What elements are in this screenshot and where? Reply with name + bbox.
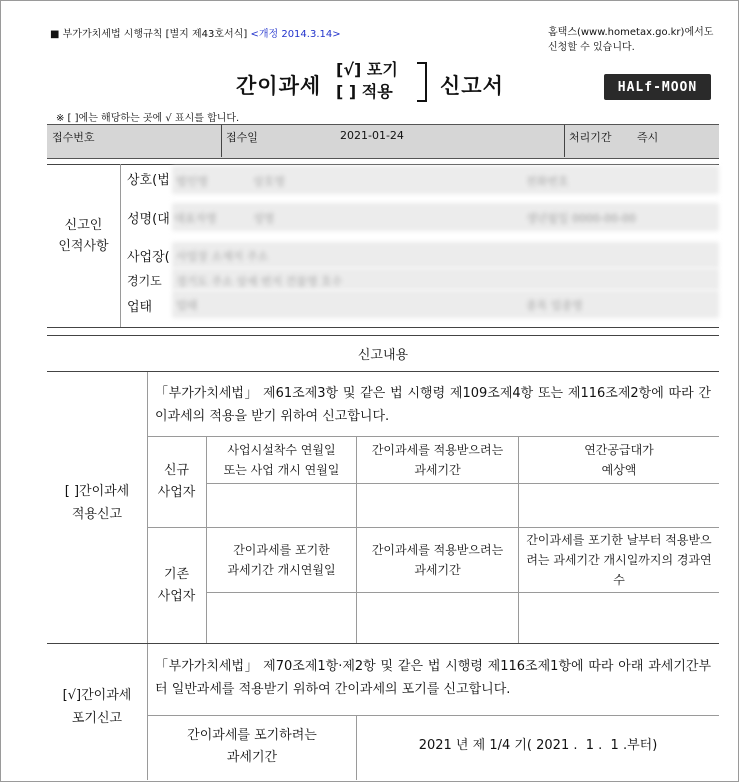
option-apply: [ ] 적용 (336, 82, 393, 101)
reporter-top-rule (47, 164, 719, 165)
existing-business-header-rule (206, 592, 719, 593)
existing-business-label (147, 528, 206, 643)
receipt-date-label: 접수일 (226, 131, 258, 144)
trade-name-label: 상호(법 (127, 173, 170, 188)
receipt-number-label: 접수번호 (52, 131, 95, 144)
redacted-name-a: 대표자명 (174, 212, 217, 225)
receipt-divider-1 (221, 125, 222, 157)
new-col3-line1: 연간공급대가 (584, 443, 654, 457)
business-type-label: 업태 (127, 300, 153, 315)
giveup-period-line1: 간이과세를 포기하려는 (187, 728, 317, 743)
receipt-divider-2 (564, 125, 565, 157)
redacted-type-c: 종목 업종명 (526, 299, 583, 312)
new-col1-line2: 또는 사업 개시 연월일 (223, 463, 340, 477)
hometax-note-line2: 신청할 수 있습니다. (548, 42, 635, 53)
apply-label-line2: 적용신고 (71, 507, 123, 522)
existing-business-col3-header: 간이과세를 포기한 날부터 적용받으려는 과세기간 개시일까지의 경과연수 (526, 533, 712, 587)
square-bullet-icon: ■ (50, 29, 60, 40)
redacted-name-b: 성명 (253, 212, 275, 225)
existing-business-line1: 기존 (163, 566, 190, 582)
title-bracket (417, 62, 427, 102)
existing-col1-line2: 과세기간 개시연월일 (227, 563, 336, 577)
new-business-header-rule (206, 483, 719, 484)
existing-business-col2-header (357, 528, 518, 592)
address-prefix: 경기도 (127, 274, 162, 288)
apply-label-line1: [ ]간이과세 (64, 484, 130, 499)
new-business-line2: 사업자 (157, 485, 196, 500)
option-giveup: [√] 포기 (336, 60, 398, 79)
reporter-section-label (47, 215, 120, 257)
giveup-label-line1: [√]간이과세 (62, 688, 132, 703)
half-moon-logo: HALf-MOON (604, 74, 711, 100)
reporter-label-line2: 인적사항 (58, 239, 109, 254)
new-business-col3-header (519, 437, 719, 483)
new-col3-line2: 예상액 (601, 463, 637, 477)
new-business-col1-header (207, 437, 356, 483)
new-business-label (147, 437, 206, 527)
business-place-label: 사업장( (127, 250, 170, 265)
representative-name-label: 성명(대 (127, 212, 170, 227)
contents-heading: 신고내용 (357, 348, 409, 363)
new-business-line1: 신규 (163, 463, 190, 478)
new-col1-line1: 사업시설착수 연월일 (227, 443, 336, 457)
hometax-note-line1: 홈택스(www.hometax.go.kr)에서도 (548, 27, 714, 38)
giveup-label-line2: 포기신고 (71, 711, 123, 726)
apply-paragraph: 「부가가치세법」 제61조제3항 및 같은 법 시행령 제109조제4항 또는 제116조제2항에 따라 간이과세의 적용을 받기 위하여 신고합니다. (155, 386, 711, 424)
new-col2-line2: 과세기간 (414, 463, 461, 477)
giveup-period-value: 2021 년 제 1/4 기( 2021 . 1 . 1 .부터) (418, 737, 658, 753)
existing-business-line2: 사업자 (157, 588, 196, 604)
new-business-col2-header (357, 437, 518, 483)
redacted-place-a: 사업장 소재지 주소 (176, 250, 269, 263)
existing-col2-line1: 간이과세를 적용받으려는 (371, 543, 504, 557)
redacted-trade-name-c: 전화번호 (526, 175, 569, 188)
redacted-type-a: 업태 (176, 299, 198, 312)
redacted-name-c: 생년월일 0000-00-00 (526, 212, 636, 225)
reporter-bottom-rule (47, 327, 719, 328)
reporter-label-line1: 신고인 (64, 218, 103, 233)
redacted-trade-name-a: 법인명 (176, 175, 208, 188)
revision-text: <개정 2014.3.14> (250, 29, 341, 40)
redacted-trade-name-b: 상호명 (253, 175, 285, 188)
giveup-period-line2: 과세기간 (226, 750, 278, 765)
processing-period-label: 처리기간 (569, 131, 612, 144)
giveup-section-label (47, 684, 147, 730)
apply-section-label (47, 480, 147, 526)
processing-period-value: 즉시 (637, 131, 659, 144)
receipt-date-value: 2021-01-24 (340, 129, 404, 142)
existing-business-col1-header (207, 528, 356, 592)
title-suffix: 신고서 (440, 74, 504, 98)
giveup-paragraph: 「부가가치세법」 제70조제1항·제2항 및 같은 법 시행령 제116조제1항에 따라 아래 과세기간부터 일반과세를 적용받기 위하여 간이과세의 포기를 신고합니다. (155, 659, 711, 697)
new-col2-line1: 간이과세를 적용받으려는 (371, 443, 504, 457)
regulation-header (50, 25, 341, 40)
reporter-label-divider (120, 164, 121, 327)
existing-col2-line2: 과세기간 (414, 563, 461, 577)
title-options (336, 59, 398, 103)
regulation-text: 부가가치세법 시행규칙 [별지 제43호서식] (62, 29, 248, 40)
giveup-period-label (148, 716, 356, 778)
redacted-address: 경기도 주소 상세 번지 건물명 호수 (176, 275, 343, 288)
redaction-type (172, 290, 719, 318)
check-note: ※ [ ]에는 해당하는 곳에 √ 표시를 합니다. (56, 113, 240, 124)
title-prefix: 간이과세 (236, 74, 322, 98)
existing-col1-line1: 간이과세를 포기한 (233, 543, 330, 557)
hometax-note (548, 25, 713, 55)
